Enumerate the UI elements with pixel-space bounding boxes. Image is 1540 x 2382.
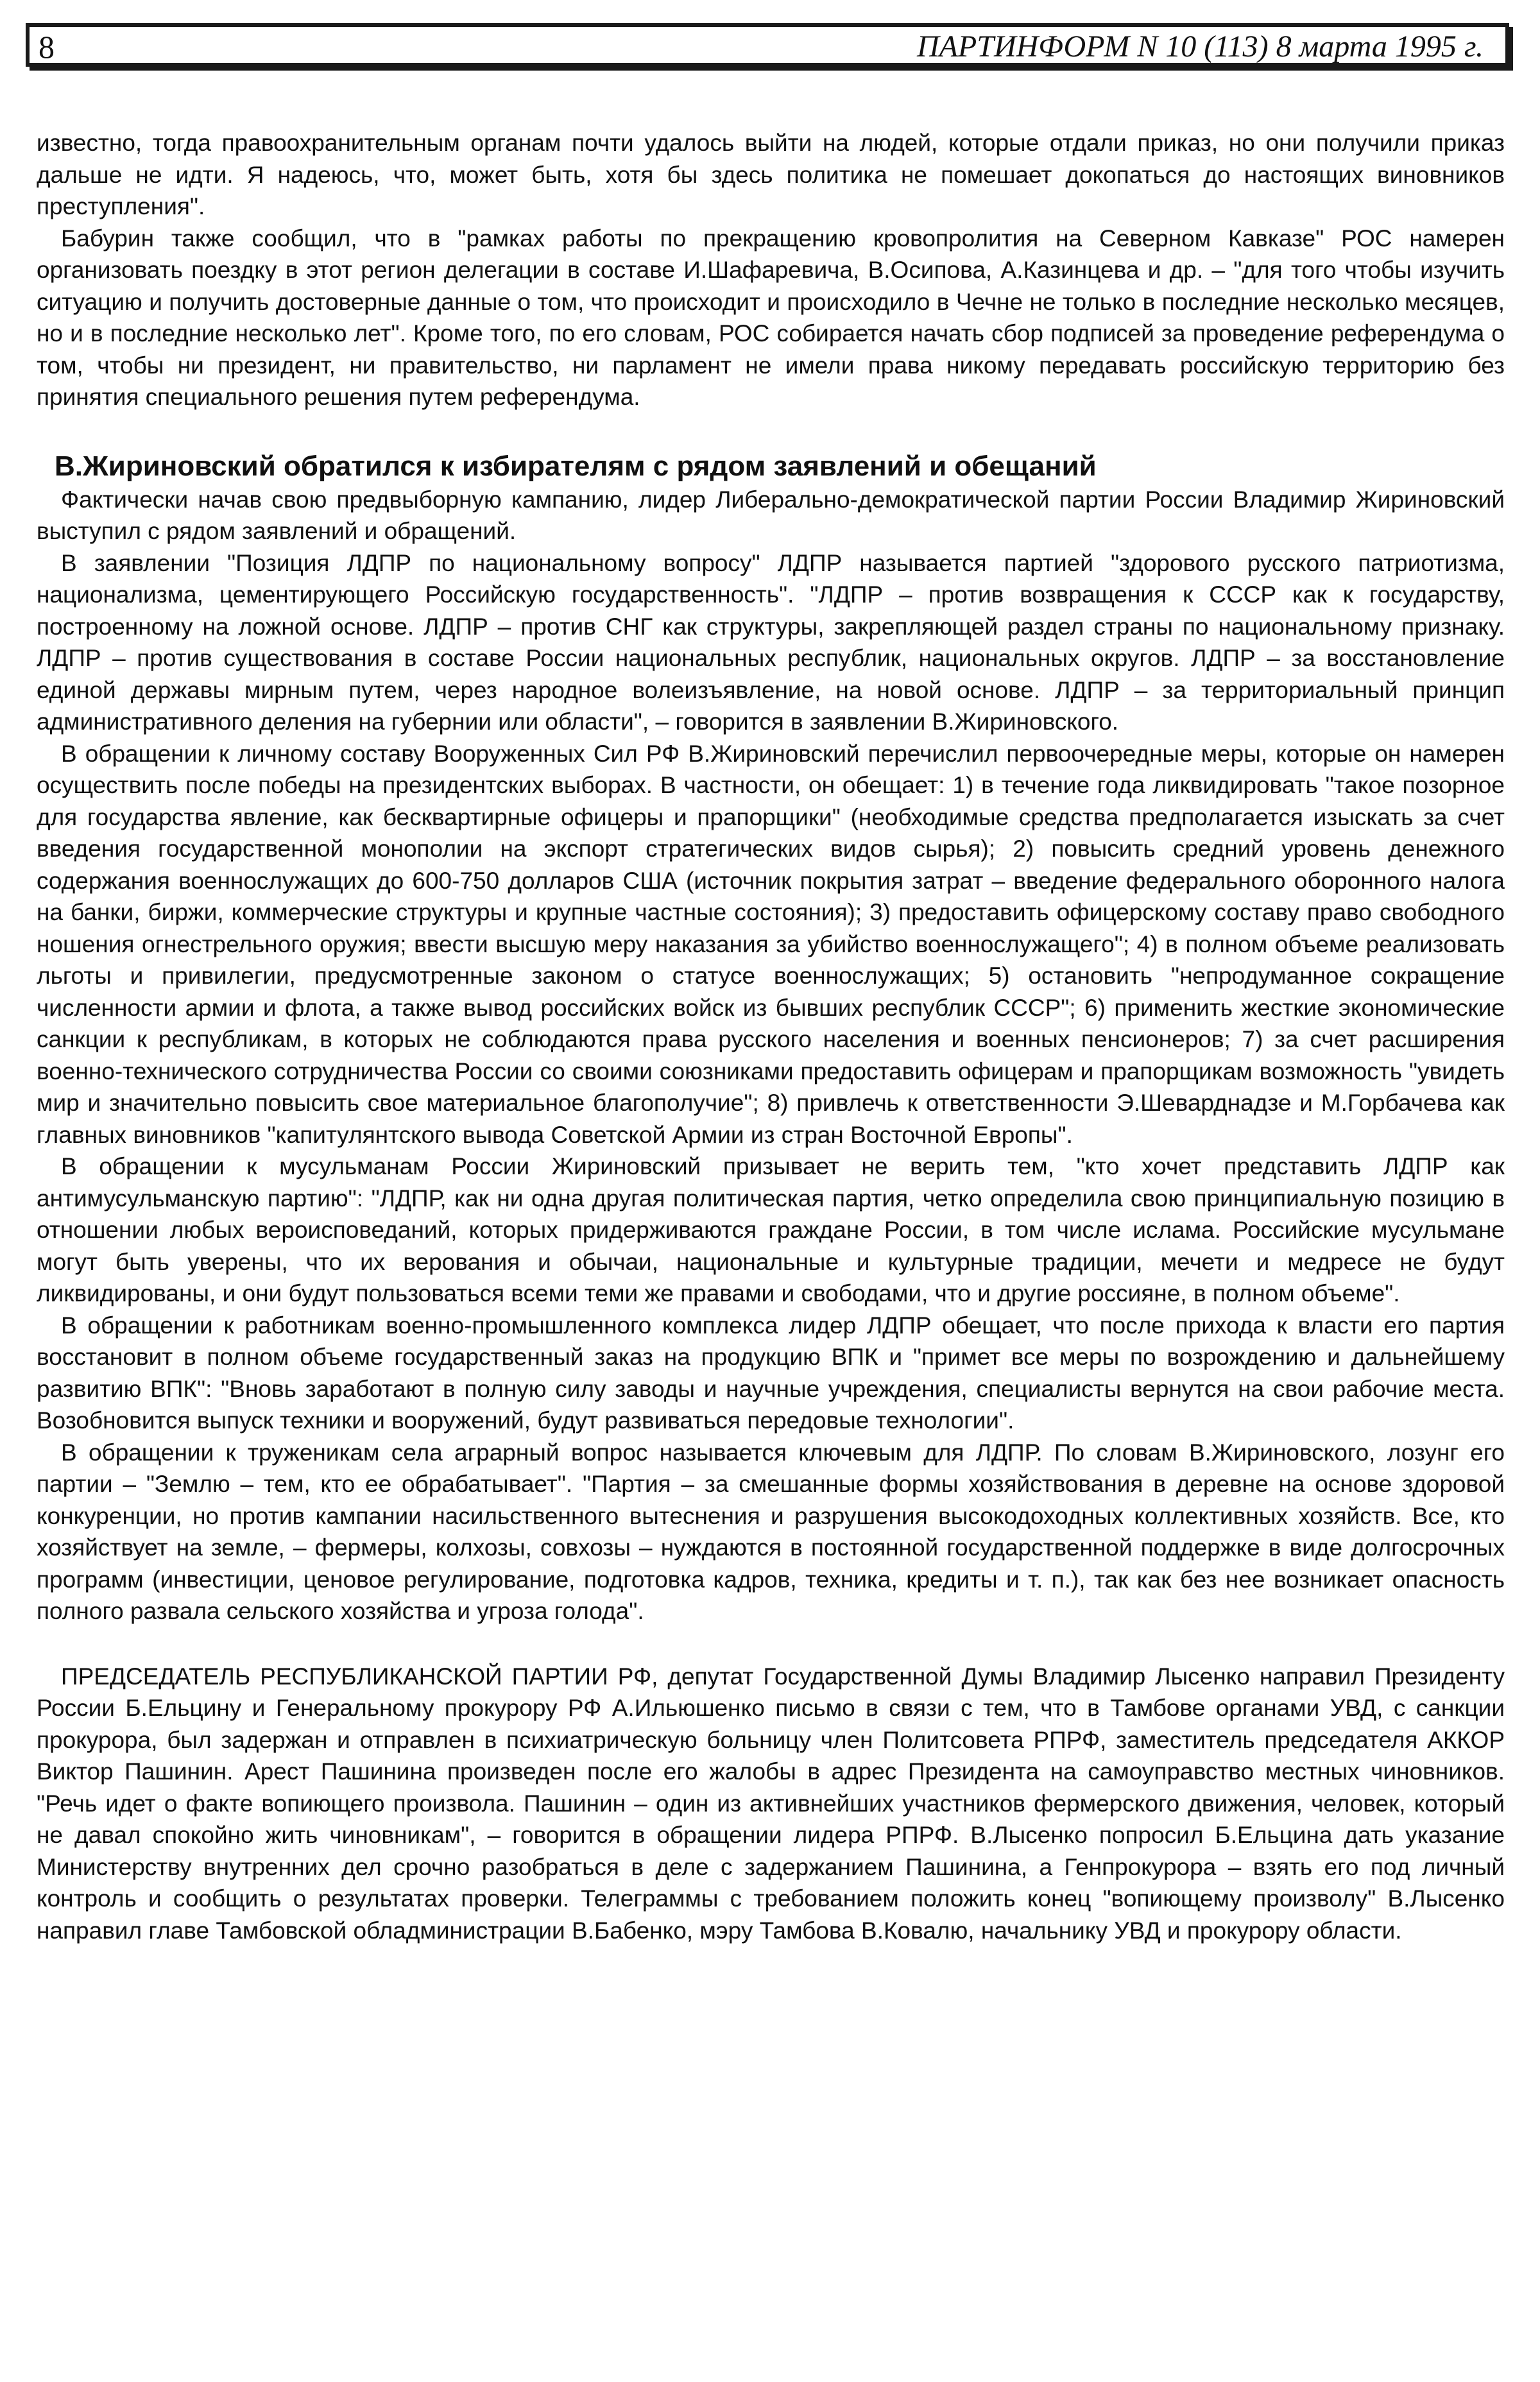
intro-paragraph-1: известно, тогда правоохранительным органам почти удалось выйти на людей, которые отдали приказ, но они получили приказ дальше не идти. Я надеюсь, что, может быть, хотя бы здесь политика не помешает докопаться до настоящих виновников преступления".: [37, 130, 1505, 219]
issue-line: ПАРТИНФОРМ N 10 (113) 8 марта 1995 г.: [916, 30, 1484, 64]
article-paragraph-4: В обращении к мусульманам России Жириновский призывает не верить тем, "кто хочет представить ЛДПР как антимусульманскую партию": "ЛДПР, как ни одна другая политическая партия, четко определила свою принципиальную позицию в отношении любых вероисповеданий, которых придерживаются граждане России, в том числе ислама. Российские мусульмане могут быть уверены, что их верования и обычаи, национальные и культурные традиции, мечети и медресе не будут ликвидированы, и они будут пользоваться всеми теми же правами и свободами, что и другие россияне, в полном объеме".: [37, 1153, 1505, 1307]
article-paragraph-2: В заявлении "Позиция ЛДПР по национальному вопросу" ЛДПР называется партией "здорового русского патриотизма, национализма, цементирующего Российскую государственность". "ЛДПР – против возвращения к СССР как к государству, построенному на ложной основе. ЛДПР – против СНГ как структуры, закрепляющей раздел страны по национальному признаку. ЛДПР – против существования в составе России национальных республик, национальных округов. ЛДПР – за восстановление единой державы мирным путем, через народное волеизъявление, на новой основе. ЛДПР – за территориальный принцип административного деления на губернии или области", – говорится в заявлении В.Жириновского.: [37, 549, 1505, 735]
article-paragraph-3: В обращении к личному составу Вооруженных Сил РФ В.Жириновский перечислил первоочередные меры, которые он намерен осуществить после победы на президентских выборах. В частности, он обещает: 1) в течение года ликвидировать "такое позорное для государства явление, как бесквартирные офицеры и прапорщики" (необходимые средства предполагается изыскать за счет введения государственной монополии на экспорт стратегических видов сырья); 2) повысить средний уровень денежного содержания военнослужащих до 600-750 долларов США (источник покрытия затрат – введение федерального оборонного налога на банки, биржи, коммерческие структуры и крупные частные состояния); 3) предоставить офицерскому составу право свободного ношения огнестрельного оружия; ввести высшую меру наказания за убийство военнослужащего"; 4) в полном объеме реализовать льготы и привилегии, предусмотренные законом о статусе военнослужащих; 5) остановить "непродуманное сокращение численности армии и флота, а также вывод российских войск из бывших республик СССР"; 6) применить жесткие экономические санкции к республикам, в которых не соблюдаются права русского населения и военных пенсионеров; 7) за счет расширения военно-технического сотрудничества России со своими союзниками предоставить офицерам и прапорщикам возможность "увидеть мир и значительно повысить свое материальное благополучие"; 8) привлечь к ответственности Э.Шеварднадзе и М.Горбачева как главных виновников "капитулянтского вывода Советской Армии из стран Восточной Европы".: [37, 740, 1505, 1148]
section-gap: [37, 1627, 1505, 1661]
note-paragraph: ПРЕДСЕДАТЕЛЬ РЕСПУБЛИКАНСКОЙ ПАРТИИ РФ, депутат Государственной Думы Владимир Лысенко направил Президенту России Б.Ельцину и Генеральному прокурору РФ А.Ильюшенко письмо в связи с тем, что в Тамбове органами УВД, с санкции прокурора, был задержан и отправлен в психиатрическую больницу член Политсовета РПРФ, заместитель председателя АККОР Виктор Пашинин. Арест Пашинина произведен после его жалобы в адрес Президента на самоуправство местных чиновников. "Речь идет о факте вопиющего произвола. Пашинин – один из активнейших участников фермерского движения, человек, который не давал спокойно жить чиновникам", – говорится в обращении лидера РПРФ. В.Лысенко попросил Б.Ельцина дать указание Министерству внутренних дел срочно разобраться в деле с задержанием Пашинина, а Генпрокурора – взять его под личный контроль и сообщить о результатах проверки. Телеграммы с требованием положить конец "вопиющему произволу" В.Лысенко направил главе Тамбовской обладминистрации В.Бабенко, мэру Тамбова В.Ковалю, начальнику УВД и прокурору области.: [37, 1663, 1505, 1944]
page-content: [37, 127, 1505, 1946]
article-paragraph-1: Фактически начав свою предвыборную кампанию, лидер Либерально-демократической партии России Владимир Жириновский выступил с рядом заявлений и обращений.: [37, 486, 1505, 544]
intro-paragraph-2: Бабурин также сообщил, что в "рамках работы по прекращению кровопролития на Северном Кавказе" РОС намерен организовать поездку в этот регион делегации в составе И.Шафаревича, В.Осипова, А.Казинцева и др. – "для того чтобы изучить ситуацию и получить достоверные данные о том, что происходит и происходило в Чечне не только в последние несколько месяцев, но и в последние несколько лет". Кроме того, по его словам, РОС собирается начать сбор подписей за проведение референдума о том, чтобы ни президент, ни правительство, ни парламент не имели права никому передавать российскую территорию без принятия специального решения путем референдума.: [37, 225, 1505, 410]
article-paragraph-6: В обращении к труженикам села аграрный вопрос называется ключевым для ЛДПР. По словам В.Жириновского, лозунг его партии – "Землю – тем, кто ее обрабатывает". "Партия – за смешанные формы хозяйствования в деревне на основе здоровой конкуренции, но против кампании насильственного вытеснения и разрушения высокодоходных коллективных хозяйств. Все, кто хозяйствует на земле, – фермеры, колхозы, совхозы – нуждаются в постоянной государственной поддержке в виде долгосрочных программ (инвестиции, ценовое регулирование, подготовка кадров, техника, кредиты и т. п.), так как без нее возникает опасность полного развала сельского хозяйства и угроза голода".: [37, 1439, 1505, 1624]
article-headline: В.Жириновский обратился к избирателям с рядом заявлений и обещаний: [55, 450, 1097, 482]
article-paragraph-5: В обращении к работникам военно-промышленного комплекса лидер ЛДПР обещает, что после прихода к власти его партия восстановит в полном объеме государственный заказ на продукцию ВПК и "примет все меры по возрождению и дальнейшему развитию ВПК": "Вновь заработают в полную силу заводы и научные учреждения, специалисты вернутся на свои рабочие места. Возобновится выпуск техники и вооружений, будут развиваться передовые технологии".: [37, 1312, 1505, 1434]
page-header: [26, 23, 1509, 67]
page-number: 8: [38, 29, 55, 65]
